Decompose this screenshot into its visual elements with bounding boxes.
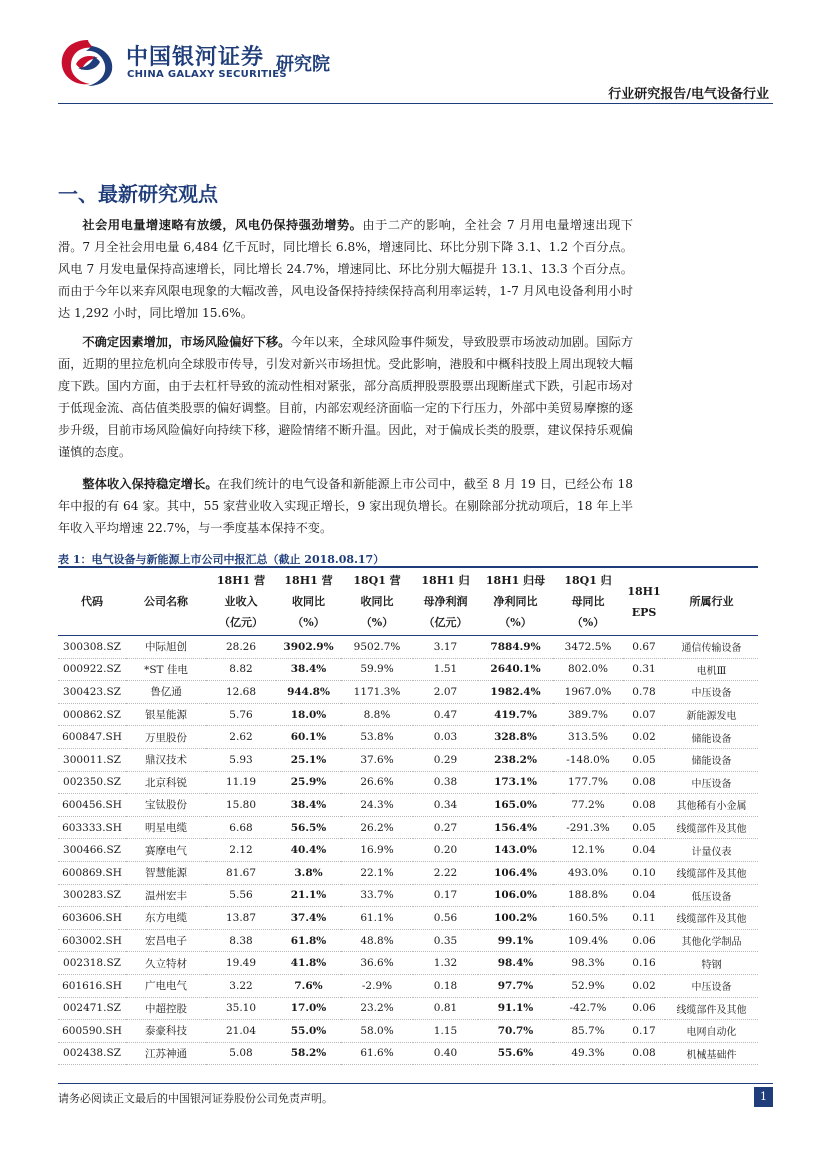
table-row <box>58 748 758 771</box>
table-cell: 北京科锐 <box>145 776 187 789</box>
table-cell: 0.17 <box>632 1024 656 1037</box>
table-row <box>58 839 758 862</box>
table-cell: 泰豪科技 <box>145 1025 187 1038</box>
table-row <box>58 703 758 726</box>
table-cell: 0.31 <box>632 663 656 676</box>
table-cell: 21.04 <box>225 1024 257 1037</box>
table-cell: 0.08 <box>632 776 656 789</box>
table-cell: 70.7% <box>497 1024 534 1037</box>
table-cell: 13.87 <box>225 911 257 924</box>
table-cell: 中超控股 <box>145 1002 187 1015</box>
table-cell: 313.5% <box>567 731 609 744</box>
table-cell: 0.35 <box>433 934 458 947</box>
table-cell: 38.4% <box>290 798 327 811</box>
table-cell: 24.3% <box>360 798 394 811</box>
column-header <box>623 567 665 636</box>
table-cell: 56.5% <box>290 821 327 834</box>
table-cell: 江苏神通 <box>145 1047 187 1060</box>
table-cell: 3.17 <box>433 640 458 653</box>
column-header-line: EPS <box>631 605 657 619</box>
table-cell: 0.04 <box>632 889 656 902</box>
logo-subtitle: 研究院 <box>276 54 330 75</box>
logo-text-cn: 中国银河证券 <box>126 45 265 70</box>
column-header-line: 18Q1 归 <box>564 574 612 587</box>
table-cell: 156.4% <box>494 821 537 834</box>
table-cell: 1967.0% <box>564 685 612 698</box>
table-cell: 0.08 <box>632 798 656 811</box>
table-cell: 0.05 <box>632 821 656 834</box>
column-header-line: 母同比 <box>571 595 605 608</box>
table-cell: 线缆部件及其他 <box>676 869 747 881</box>
report-type-label: 行业研究报告/电气设备行业 <box>608 87 769 102</box>
column-header-line: 18Q1 营 <box>353 574 401 587</box>
section-title: 一、最新研究观点 <box>58 182 218 206</box>
table-cell: 0.07 <box>632 708 656 721</box>
table-row <box>58 974 758 997</box>
column-header-line: 18H1 归母 <box>485 574 546 587</box>
column-header <box>58 567 126 636</box>
table-cell: 2.12 <box>229 844 253 857</box>
table-cell: 机械基础件 <box>686 1049 737 1061</box>
table-cell: 18.0% <box>290 708 327 721</box>
table-caption: 表 1：电气设备与新能源上市公司中报汇总（截止 2018.08.17） <box>58 553 385 566</box>
table-cell: 944.8% <box>287 685 330 698</box>
table-cell: 802.0% <box>567 663 609 676</box>
table-cell: 中际旭创 <box>145 641 187 654</box>
table-cell: 106.0% <box>494 889 537 902</box>
table-cell: 40.4% <box>290 844 327 857</box>
table-cell: 81.67 <box>225 866 257 879</box>
paragraph-body: 在我们统计的电气设备和新能源上市公司中，截至 8 月 19 日，已经公布 18 年中报的有 64 家。其中，55 家营业收入实现正增长，9 家出现负增长。在剔除部分扰动项后，18 年上半年收入平均增速 22.7%，与一季度基本保持不变。 <box>58 477 634 535</box>
table-cell: 23.2% <box>360 1002 394 1015</box>
table-cell: 中压设备 <box>691 982 732 994</box>
table-cell: 0.67 <box>632 640 656 653</box>
table-cell: 0.06 <box>632 1002 656 1015</box>
table-cell: 温州宏丰 <box>145 889 187 902</box>
paragraph-power-consumption <box>58 214 633 324</box>
table-cell: 5.08 <box>229 1047 253 1060</box>
table-cell: 0.81 <box>433 1002 458 1015</box>
table-cell: 25.1% <box>290 753 327 766</box>
table-cell: 238.2% <box>494 753 537 766</box>
table-cell: 33.7% <box>360 889 394 902</box>
table-cell: 宝钛股份 <box>145 799 187 812</box>
table-cell: 银星能源 <box>145 709 187 722</box>
table-cell: 600590.SH <box>62 1024 122 1037</box>
table-cell: 300423.SZ <box>63 685 121 698</box>
table-cell: 0.02 <box>632 979 656 992</box>
paragraph-body: 由于二产的影响，全社会 7 月用电量增速出现下滑。7 月全社会用电量 6,484 亿千瓦时，同比增长 6.8%，增速同比、环比分别下降 3.1、1.2 个百分点。风电 7 月发电量保持高速增长，同比增长 24.7%，增速同比、环比分别大幅提升 13.1、13.3 个百分点。而由于今年以来弃风限电现象的大幅改善，风电设备保持持续保持高利用率运转，1-7 月风电设备利用小时达 1,292 小时，同比增加 15.6%。 <box>58 218 633 320</box>
table-cell: 广电电气 <box>145 980 187 993</box>
table-cell: 2.62 <box>229 731 253 744</box>
column-header <box>276 567 341 636</box>
table-cell: 电机Ⅲ <box>696 665 727 677</box>
table-cell: 其他化学制品 <box>681 937 742 949</box>
table-cell: 100.2% <box>494 911 537 924</box>
table-cell: 中压设备 <box>691 688 732 700</box>
earnings-summary-table <box>58 566 758 1065</box>
table-cell: 35.10 <box>225 1002 257 1015</box>
table-cell: 21.1% <box>290 889 327 902</box>
table-cell: 宏昌电子 <box>145 935 187 948</box>
table-cell: 48.8% <box>360 934 394 947</box>
table-cell: 000862.SZ <box>63 708 121 721</box>
table-cell: 1171.3% <box>353 685 401 698</box>
table-cell: 98.3% <box>571 957 605 970</box>
table-cell: 0.47 <box>433 708 458 721</box>
table-cell: 300466.SZ <box>63 844 121 857</box>
table-cell: 61.6% <box>360 1047 394 1060</box>
column-header-line: 所属行业 <box>689 595 734 608</box>
table-cell: 19.49 <box>225 957 257 970</box>
table-cell: 59.9% <box>360 663 394 676</box>
table-body <box>58 636 758 1065</box>
table-cell: 通信传输设备 <box>681 643 742 655</box>
table-cell: 25.9% <box>290 776 327 789</box>
table-cell: *ST 佳电 <box>144 663 188 676</box>
table-cell: 002350.SZ <box>63 776 121 789</box>
table-cell: 1.32 <box>433 957 458 970</box>
table-cell: 17.0% <box>290 1002 327 1015</box>
table-cell: 53.8% <box>360 731 394 744</box>
paragraph-lead: 社会用电量增速略有放缓，风电仍保持强劲增势。 <box>82 218 363 232</box>
table-cell: 600847.SH <box>62 731 122 744</box>
table-cell: 58.2% <box>290 1047 327 1060</box>
table-cell: 0.34 <box>433 798 458 811</box>
table-cell: 109.4% <box>567 934 609 947</box>
table-cell: 9502.7% <box>353 640 401 653</box>
table-row <box>58 907 758 930</box>
table-cell: 线缆部件及其他 <box>676 824 747 836</box>
column-header-line: 18H1 营 <box>284 574 333 587</box>
column-header-line: 收同比 <box>292 595 325 608</box>
table-cell: 储能设备 <box>691 733 732 745</box>
table-cell: 60.1% <box>290 731 327 744</box>
table-cell: 7884.9% <box>490 640 541 653</box>
column-header-line: （%） <box>499 616 532 629</box>
table-row <box>58 997 758 1020</box>
table-cell: 26.2% <box>360 821 394 834</box>
table-cell: 储能设备 <box>691 756 732 768</box>
table-cell: 300283.SZ <box>63 889 121 902</box>
column-header <box>413 567 478 636</box>
table-cell: 177.7% <box>567 776 609 789</box>
table-cell: 603002.SH <box>62 934 122 947</box>
table-cell: 低压设备 <box>691 891 732 903</box>
table-cell: 8.8% <box>363 708 391 721</box>
column-header-line: 收同比 <box>360 595 394 608</box>
table-cell: 电网自动化 <box>686 1027 737 1039</box>
column-header <box>341 567 413 636</box>
table-cell: 新能源发电 <box>686 711 737 723</box>
galaxy-logo-icon <box>58 38 118 88</box>
table-cell: 000922.SZ <box>63 663 121 676</box>
column-header <box>206 567 276 636</box>
page-header <box>0 0 827 110</box>
table-cell: 3472.5% <box>564 640 612 653</box>
column-header-line: 公司名称 <box>144 595 188 608</box>
table-row <box>58 1042 758 1065</box>
table-cell: -42.7% <box>569 1002 607 1015</box>
table-row <box>58 816 758 839</box>
table-cell: 99.1% <box>497 934 534 947</box>
logo-text-en: CHINA GALAXY SECURITIES <box>127 69 287 80</box>
table-cell: 98.4% <box>497 957 534 970</box>
table-cell: 22.1% <box>360 866 394 879</box>
table-row <box>58 726 758 749</box>
table-cell: 特钢 <box>701 959 722 971</box>
table-cell: 智慧能源 <box>145 867 187 880</box>
table-row <box>58 952 758 975</box>
table-cell: 1.51 <box>433 663 458 676</box>
table-cell: 8.38 <box>229 934 253 947</box>
paragraph-body: 今年以来，全球风险事件频发，导致股票市场波动加剧。国际方面，近期的里拉危机向全球股市传导，引发对新兴市场担忧。受此影响，港股和中概科技股上周出现较大幅度下跌。国内方面，由于去杠杆导致的流动性相对紧张，部分高质押股票股票出现断崖式下跌，引起市场对于低现金流、高估值类股票的偏好调整。目前，内部宏观经济面临一定的下行压力，外部中美贸易摩擦的逐步升级，目前市场风险偏好向持续下移，避险情绪不断升温。因此，对于偏成长类的股票，建议保持乐观偏谨慎的态度。 <box>58 335 634 459</box>
column-header-line: （%） <box>360 616 394 629</box>
column-header <box>553 567 623 636</box>
table-cell: 其他稀有小金属 <box>676 801 747 813</box>
table-cell: 1.15 <box>433 1024 458 1037</box>
table-row <box>58 771 758 794</box>
table-cell: 28.26 <box>225 640 257 653</box>
table-cell: 85.7% <box>571 1024 605 1037</box>
table-cell: 6.68 <box>229 821 253 834</box>
table-cell: 55.0% <box>290 1024 327 1037</box>
page-number-badge: 1 <box>754 1087 773 1107</box>
table-cell: 0.11 <box>632 911 656 924</box>
paragraph-market-risk <box>58 331 633 463</box>
earnings-table-container <box>58 566 758 1065</box>
table-cell: 0.03 <box>433 731 458 744</box>
column-header-line: （%） <box>292 616 325 629</box>
table-cell: 0.05 <box>632 753 656 766</box>
table-cell: 12.68 <box>225 685 257 698</box>
column-header-line: 业收入 <box>224 595 258 608</box>
table-cell: 300308.SZ <box>63 640 121 653</box>
table-cell: 0.06 <box>632 934 656 947</box>
table-cell: 1982.4% <box>490 685 541 698</box>
table-row <box>58 794 758 817</box>
table-cell: 2.07 <box>433 685 458 698</box>
table-cell: 计量仪表 <box>691 846 732 858</box>
table-cell: 143.0% <box>494 844 537 857</box>
table-cell: 002438.SZ <box>63 1047 121 1060</box>
column-header-line: （亿元） <box>423 616 468 629</box>
table-row <box>58 681 758 704</box>
paragraph-revenue-growth <box>58 473 633 539</box>
table-cell: 0.38 <box>433 776 458 789</box>
table-cell: 0.10 <box>632 866 656 879</box>
table-row <box>58 636 758 659</box>
table-cell: 419.7% <box>494 708 537 721</box>
table-cell: 37.6% <box>360 753 394 766</box>
table-cell: 160.5% <box>567 911 609 924</box>
table-cell: 5.76 <box>229 708 253 721</box>
table-row <box>58 929 758 952</box>
table-cell: 002471.SZ <box>63 1002 121 1015</box>
table-cell: 52.9% <box>571 979 605 992</box>
table-row <box>58 884 758 907</box>
table-cell: 0.27 <box>433 821 458 834</box>
table-cell: 77.2% <box>571 798 605 811</box>
table-cell: -291.3% <box>566 821 610 834</box>
column-header-line: （%） <box>571 616 605 629</box>
table-cell: 61.1% <box>360 911 394 924</box>
table-cell: 0.02 <box>632 731 656 744</box>
table-cell: 389.7% <box>567 708 609 721</box>
paragraph-lead: 整体收入保持稳定增长。 <box>82 477 218 491</box>
table-cell: 5.93 <box>229 753 253 766</box>
table-cell: 3.22 <box>229 979 253 992</box>
table-cell: 0.16 <box>632 957 656 970</box>
table-cell: 61.8% <box>290 934 327 947</box>
table-cell: 300011.SZ <box>63 753 121 766</box>
paragraph-lead: 不确定因素增加，市场风险偏好下移。 <box>82 335 291 349</box>
table-cell: 0.08 <box>632 1047 656 1060</box>
table-cell: 600869.SH <box>62 866 122 879</box>
table-cell: 0.04 <box>632 844 656 857</box>
table-cell: 0.18 <box>433 979 458 992</box>
table-cell: 603333.SH <box>62 821 122 834</box>
table-cell: 600456.SH <box>62 798 122 811</box>
table-cell: 55.6% <box>497 1047 534 1060</box>
table-cell: 002318.SZ <box>63 957 121 970</box>
table-cell: 106.4% <box>494 866 537 879</box>
footer-disclaimer: 请务必阅读正文最后的中国银河证券股份公司免责声明。 <box>58 1092 333 1105</box>
table-cell: 万里股份 <box>145 731 187 744</box>
table-cell: 173.1% <box>494 776 537 789</box>
table-cell: 东方电缆 <box>145 912 187 925</box>
table-cell: -2.9% <box>361 979 393 992</box>
column-header <box>665 567 758 636</box>
table-cell: 鼎汉技术 <box>145 754 187 767</box>
table-cell: 线缆部件及其他 <box>676 1004 747 1016</box>
table-cell: 0.40 <box>433 1047 458 1060</box>
table-cell: 鲁亿通 <box>150 686 182 699</box>
table-cell: 165.0% <box>494 798 537 811</box>
table-cell: 线缆部件及其他 <box>676 914 747 926</box>
table-cell: 2.22 <box>433 866 458 879</box>
table-cell: 601616.SH <box>62 979 122 992</box>
column-header-line: 净利同比 <box>493 595 538 608</box>
header-divider <box>58 103 773 104</box>
table-cell: -148.0% <box>566 753 610 766</box>
table-cell: 38.4% <box>290 663 327 676</box>
column-header-line: （亿元） <box>219 616 263 629</box>
column-header <box>126 567 206 636</box>
table-cell: 37.4% <box>290 911 327 924</box>
column-header <box>478 567 553 636</box>
table-row <box>58 861 758 884</box>
column-header-line: 母净利润 <box>423 595 468 608</box>
table-cell: 97.7% <box>497 979 534 992</box>
table-cell: 49.3% <box>571 1047 605 1060</box>
column-header-line: 18H1 营 <box>216 574 266 587</box>
table-cell: 3.8% <box>294 866 323 879</box>
table-cell: 328.8% <box>494 731 537 744</box>
table-cell: 8.82 <box>229 663 253 676</box>
table-cell: 0.29 <box>433 753 458 766</box>
table-cell: 15.80 <box>225 798 257 811</box>
table-cell: 7.6% <box>294 979 323 992</box>
table-cell: 0.56 <box>433 911 458 924</box>
table-cell: 0.20 <box>433 844 458 857</box>
table-cell: 603606.SH <box>62 911 122 924</box>
table-cell: 26.6% <box>360 776 394 789</box>
table-cell: 493.0% <box>567 866 609 879</box>
column-header-line: 18H1 <box>627 584 661 598</box>
table-cell: 中压设备 <box>691 778 732 790</box>
table-cell: 3902.9% <box>283 640 334 653</box>
table-cell: 91.1% <box>497 1002 534 1015</box>
table-cell: 赛摩电气 <box>145 844 187 857</box>
table-cell: 0.78 <box>632 685 656 698</box>
table-cell: 2640.1% <box>490 663 541 676</box>
table-header-row <box>58 567 758 636</box>
table-cell: 16.9% <box>360 844 394 857</box>
footer-divider <box>58 1083 773 1084</box>
table-cell: 41.8% <box>290 957 327 970</box>
table-row <box>58 1020 758 1043</box>
table-cell: 36.6% <box>360 957 394 970</box>
table-cell: 12.1% <box>571 844 605 857</box>
table-cell: 0.17 <box>433 889 458 902</box>
table-cell: 久立特材 <box>145 957 187 970</box>
table-cell: 5.56 <box>229 889 253 902</box>
table-cell: 58.0% <box>360 1024 394 1037</box>
table-row <box>58 658 758 681</box>
table-cell: 11.19 <box>225 776 257 789</box>
column-header-line: 代码 <box>81 595 103 608</box>
column-header-line: 18H1 归 <box>421 574 470 587</box>
table-cell: 188.8% <box>567 889 609 902</box>
table-cell: 明星电缆 <box>145 822 187 835</box>
